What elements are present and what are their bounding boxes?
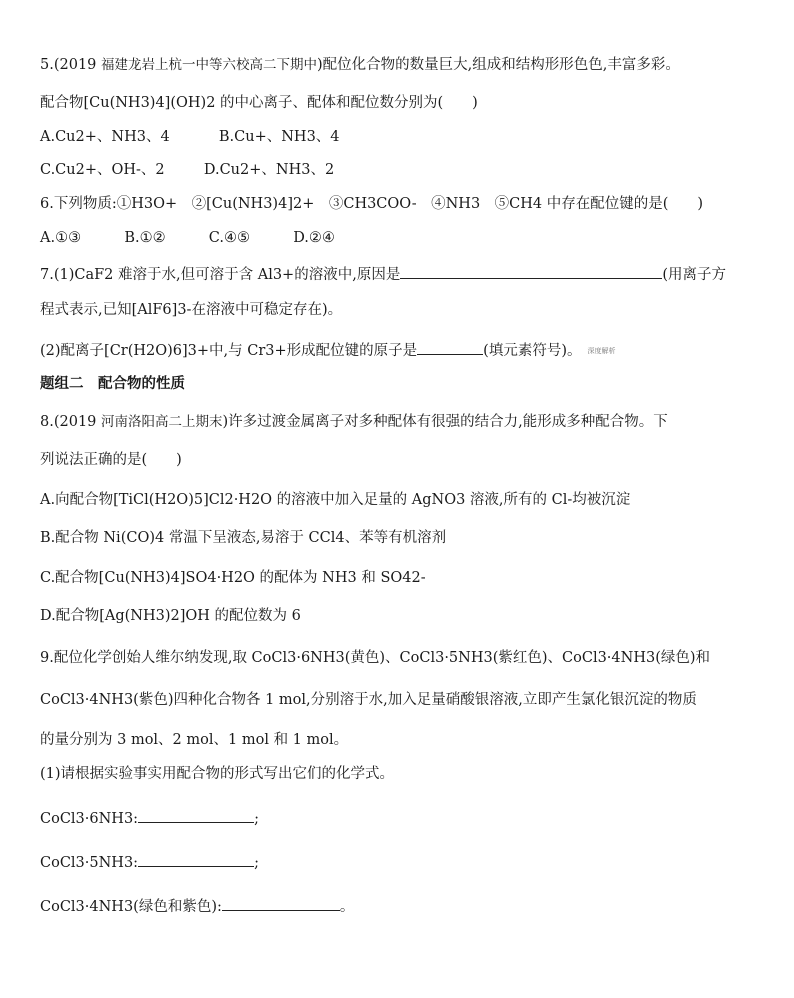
- q6-option-c[interactable]: C.④⑤: [208, 230, 250, 246]
- q5-option-d[interactable]: D.Cu2+、NH3、2: [203, 162, 335, 178]
- deep-analysis-tag[interactable]: 深度解析: [587, 347, 616, 355]
- q9-answer-blank-2[interactable]: [138, 850, 254, 867]
- q6-option-d[interactable]: D.②④: [293, 230, 335, 246]
- q8-option-d[interactable]: D.配合物[Ag(NH3)2]OH 的配位数为 6: [40, 608, 301, 624]
- q6-option-b[interactable]: B.①②: [124, 230, 166, 246]
- q9-answer-blank-3[interactable]: [222, 894, 340, 911]
- q5-option-c[interactable]: C.Cu2+、OH-、2: [40, 162, 165, 178]
- q5-option-a[interactable]: A.Cu2+、NH3、4: [40, 129, 170, 145]
- q5-options-row2: [40, 160, 334, 180]
- q6-option-a[interactable]: A.①③: [40, 230, 82, 246]
- q5-source: 福建龙岩上杭一中等六校高二下期中: [101, 57, 318, 73]
- q5-stem: 5.(2019 福建龙岩上杭一中等六校高二下期中)配位化合物的数量巨大,组成和结构形形色色,丰富多彩。: [40, 57, 680, 73]
- q9-part1-prompt: (1)请根据实验事实用配合物的形式写出它们的化学式。: [40, 766, 395, 782]
- q7-part1-cont: 程式表示,已知[AlF6]3-在溶液中可稳定存在)。: [40, 302, 343, 318]
- q7-part1: 7.(1)CaF2 难溶于水,但可溶于含 Al3+的溶液中,原因是 (用离子方: [40, 262, 726, 285]
- q5-question: 配合物[Cu(NH3)4](OH)2 的中心离子、配体和配位数分别为( ): [40, 95, 478, 111]
- q8-stem-cont: 列说法正确的是( ): [40, 452, 182, 468]
- q9-answer-blank-1[interactable]: [138, 806, 254, 823]
- q8-option-c[interactable]: C.配合物[Cu(NH3)4]SO4·H2O 的配体为 NH3 和 SO42-: [40, 570, 426, 586]
- q9-answer-line-3: CoCl3·4NH3(绿色和紫色): 。: [40, 894, 354, 917]
- q9-answer-line-2: CoCl3·5NH3: ;: [40, 850, 259, 873]
- q8-stem: 8.(2019 河南洛阳高二上期末)许多过渡金属离子对多种配体有很强的结合力,能形成多种配合物。下: [40, 414, 668, 430]
- q7-answer-blank-2[interactable]: [417, 338, 483, 355]
- q9-stem-line1: 9.配位化学创始人维尔纳发现,取 CoCl3·6NH3(黄色)、CoCl3·5NH3(紫红色)、CoCl3·4NH3(绿色)和: [40, 650, 711, 666]
- q5-option-b[interactable]: B.Cu+、NH3、4: [218, 129, 340, 145]
- q6-options: [40, 228, 335, 248]
- q5-options-row1: [40, 127, 340, 147]
- q9-answer-line-1: CoCl3·6NH3: ;: [40, 806, 259, 829]
- q6-stem: 6.下列物质:①H3O+ ②[Cu(NH3)4]2+ ③CH3COO- ④NH3 ⑤CH4 中存在配位键的是( ): [40, 196, 704, 212]
- q7-answer-blank-1[interactable]: [400, 262, 662, 279]
- q9-stem-line3: 的量分别为 3 mol、2 mol、1 mol 和 1 mol。: [40, 732, 349, 748]
- q8-option-b[interactable]: B.配合物 Ni(CO)4 常温下呈液态,易溶于 CCl4、苯等有机溶剂: [40, 530, 447, 546]
- q8-option-a[interactable]: A.向配合物[TiCl(H2O)5]Cl2·H2O 的溶液中加入足量的 AgNO3 溶液,所有的 Cl-均被沉淀: [40, 492, 631, 508]
- section-heading: 题组二 配合物的性质: [40, 376, 185, 392]
- q7-part2: (2)配离子[Cr(H2O)6]3+中,与 Cr3+形成配位键的原子是 (填元素符号)。 深度解析: [40, 338, 616, 361]
- q9-stem-line2: CoCl3·4NH3(紫色)四种化合物各 1 mol,分别溶于水,加入足量硝酸银溶液,立即产生氯化银沉淀的物质: [40, 692, 697, 708]
- q8-source: 河南洛阳高二上期末: [101, 414, 223, 430]
